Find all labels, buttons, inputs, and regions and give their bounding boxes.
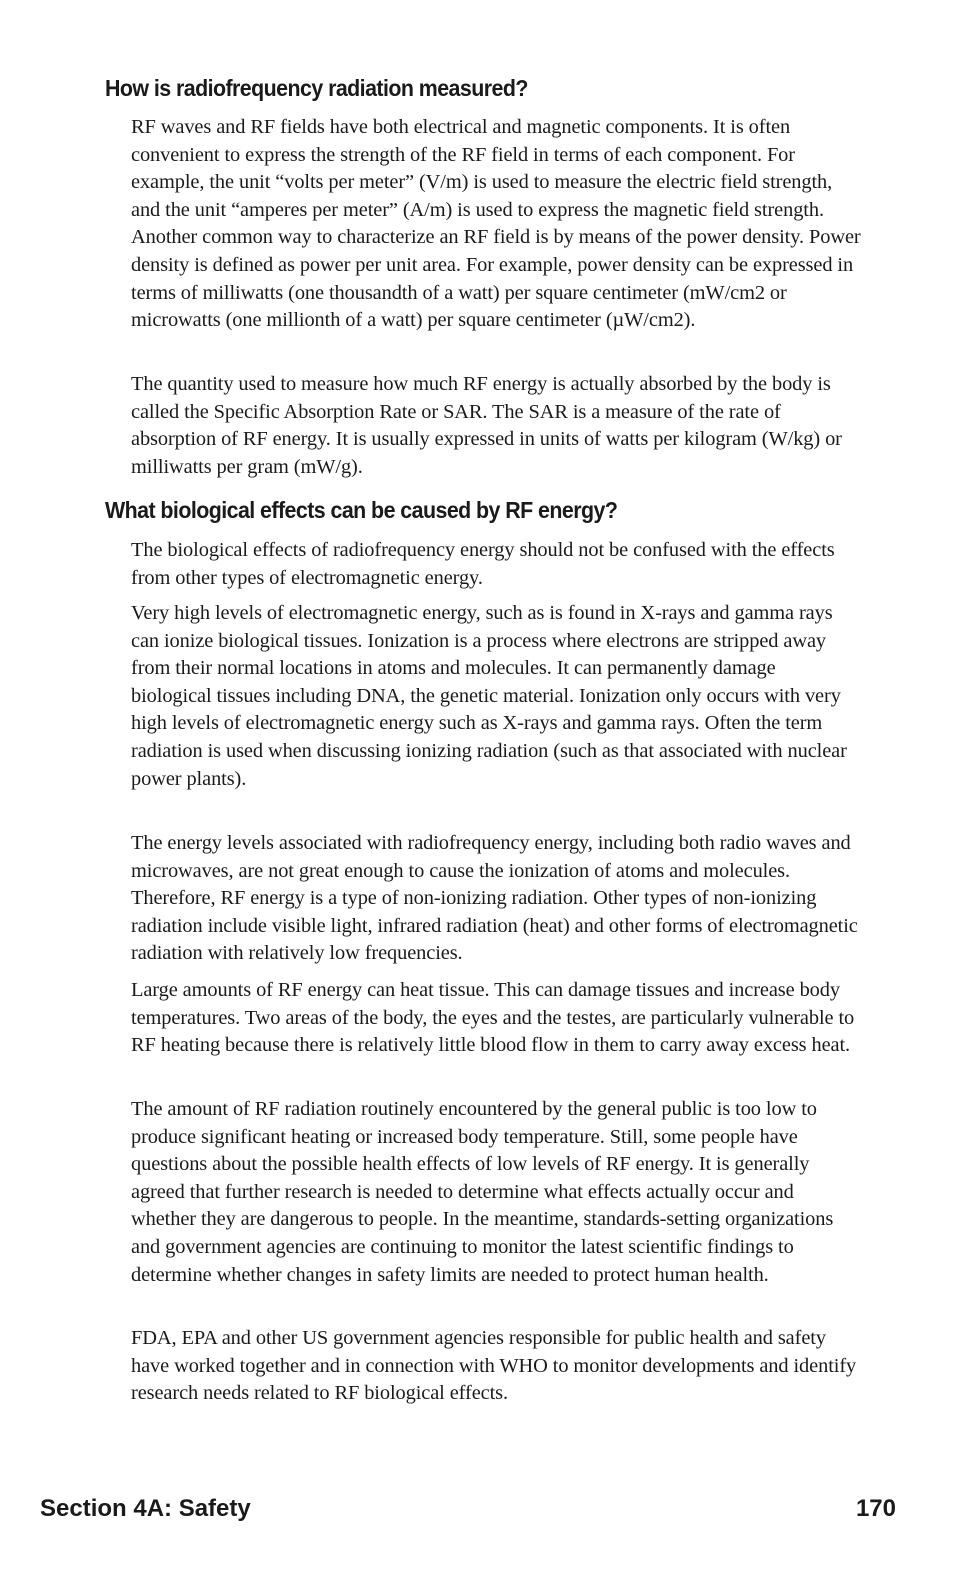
- footer-page-number: 170: [855, 1495, 896, 1522]
- paragraph-public-exposure: The amount of RF radiation routinely encountered by the general public is too low to produce significant heating or increased body temperature. Still, some people have questions about the possible health effects of low levels of RF energy. It is generally agreed that further research is needed to determine what effects actually occur and whether they are dangerous to people. In the meantime, standards-setting organizations and government agencies are continuing to monitor the latest scientific findings to determine whether changes in safety limits are needed to protect human health.: [131, 1098, 834, 1286]
- paragraph-rf-fields: RF waves and RF fields have both electrical and magnetic components. It is often convenient to express the strength of the RF field in terms of each component. For example, the unit “volts per meter” (V/m) is used to measure the electric field strength, and the unit “amperes per meter” (A/m) is used to express the magnetic field strength. Another common way to characterize an RF field is by means of the power density. Power density is defined as power per unit area. For example, power density can be expressed in terms of milliwatts (one thousandth of a watt) per square centimeter (mW/cm2 or microwatts (one millionth of a watt) per square centimeter (µW/cm2).: [131, 116, 861, 332]
- footer-section-label: Section 4A: Safety: [40, 1495, 251, 1522]
- paragraph-sar: The quantity used to measure how much RF energy is actually absorbed by the body is called the Specific Absorption Rate or SAR. The SAR is a measure of the rate of absorption of RF energy. It is usually expressed in units of watts per kilogram (W/kg) or milliwatts per gram (mW/g).: [131, 373, 842, 478]
- paragraph-non-ionizing-radiation: The energy levels associated with radiofrequency energy, including both radio waves and microwaves, are not great enough to cause the ionization of atoms and molecules. Therefore, RF energy is a type of non-ionizing radiation. Other types of non-ionizing radiation include visible light, infrared radiation (heat) and other forms of electromagnetic radiation with relatively low frequencies.: [131, 832, 858, 965]
- paragraph-government-agencies: FDA, EPA and other US government agencies responsible for public health and safety have worked together and in connection with WHO to monitor developments and identify research needs related to RF biological effects.: [131, 1327, 857, 1405]
- section-heading-biological-effects: What biological effects can be caused by RF energy?: [105, 497, 618, 523]
- paragraph-biological-effects-intro: The biological effects of radiofrequency energy should not be confused with the effects from other types of electromagnetic energy.: [131, 539, 835, 589]
- paragraph-ionizing-radiation: Very high levels of electromagnetic energy, such as is found in X-rays and gamma rays can ionize biological tissues. Ionization is a process where electrons are stripped away from their normal locations in atoms and molecules. It can permanently damage biological tissues including DNA, the genetic material. Ionization only occurs with very high levels of electromagnetic energy such as X-rays and gamma rays. Often the term radiation is used when discussing ionizing radiation (such as that associated with nuclear power plants).: [131, 602, 847, 790]
- paragraph-rf-heating: Large amounts of RF energy can heat tissue. This can damage tissues and increase body temperatures. Two areas of the body, the eyes and the testes, are particularly vulnerable to RF heating because there is relatively little blood flow in them to carry away excess heat.: [131, 979, 855, 1057]
- section-heading-rf-measurement: How is radiofrequency radiation measured?: [105, 75, 528, 101]
